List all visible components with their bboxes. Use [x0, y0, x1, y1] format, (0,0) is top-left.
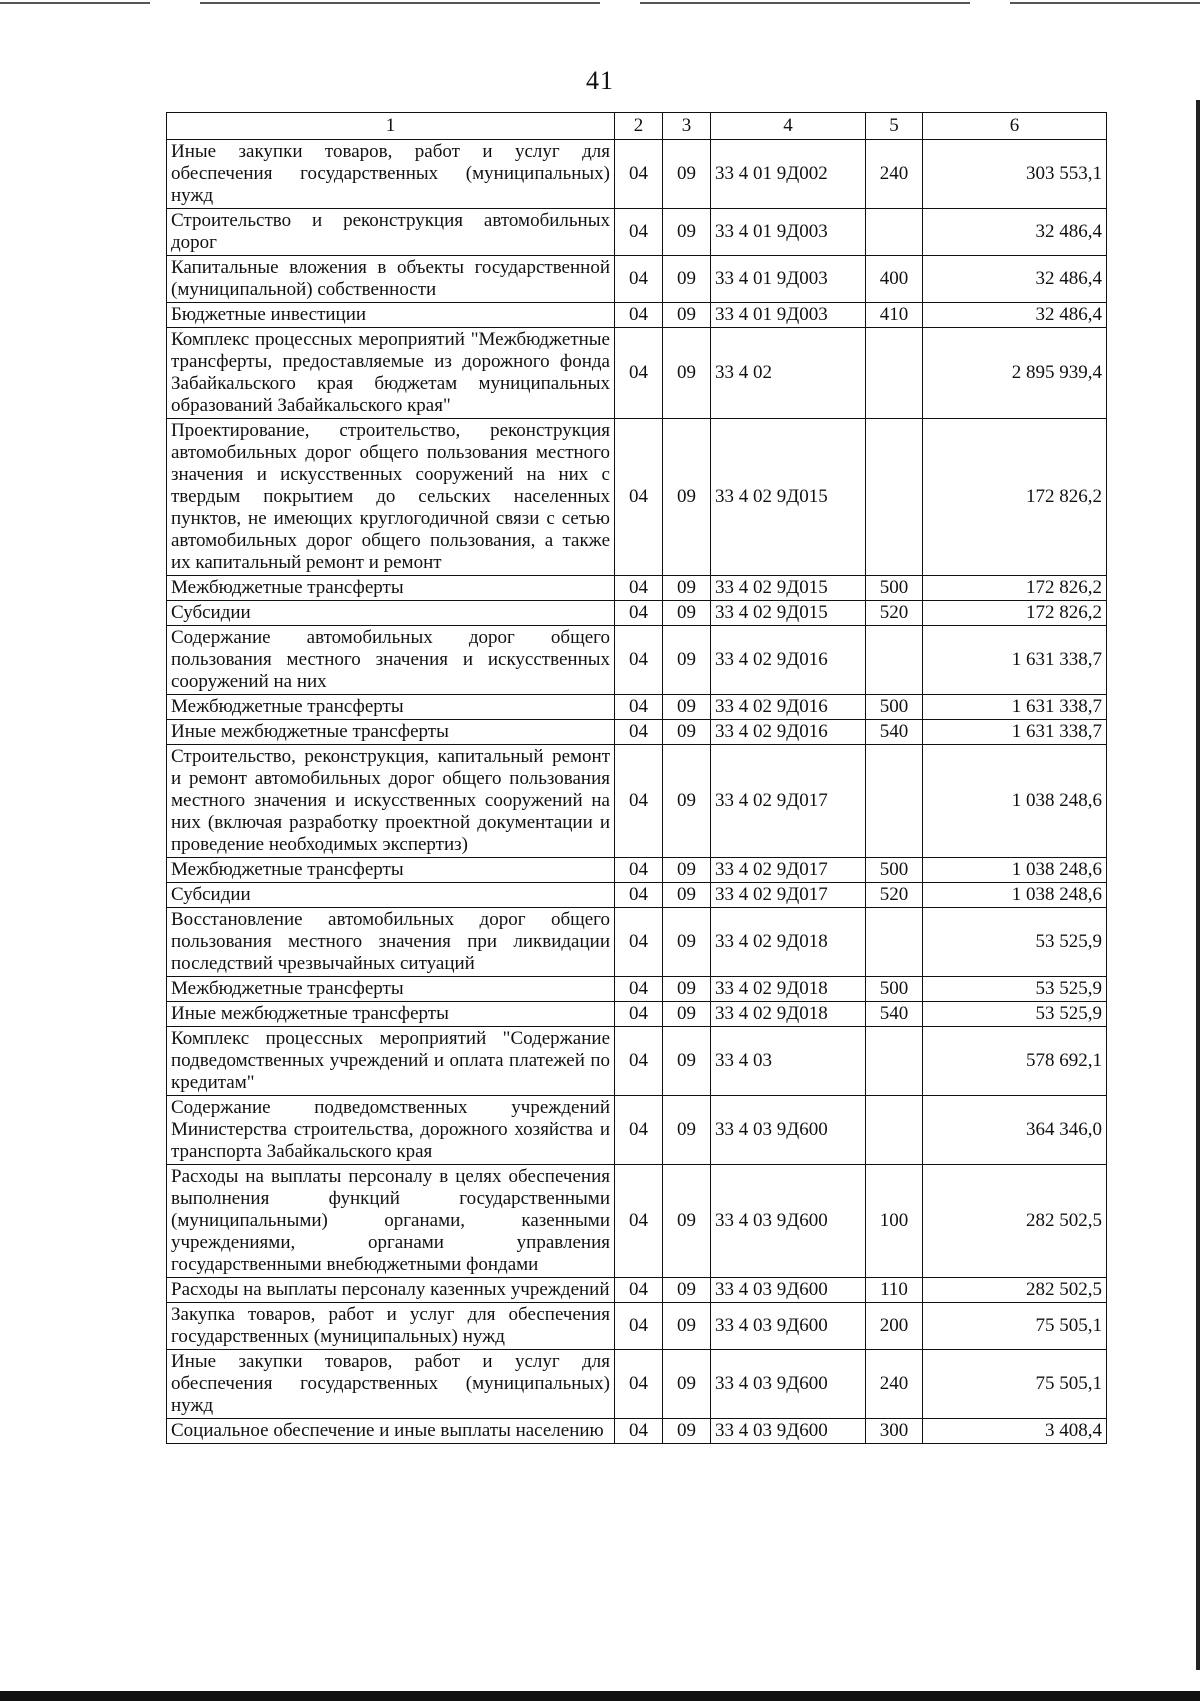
- target-article-cell: 33 4 02 9Д016: [711, 695, 866, 720]
- scan-bottom-edge: [0, 1691, 1200, 1701]
- target-article-cell: 33 4 02 9Д015: [711, 576, 866, 601]
- expense-type-cell: 400: [866, 256, 923, 303]
- target-article-cell: 33 4 02 9Д016: [711, 720, 866, 745]
- header-cell-amount: 6: [923, 113, 1107, 140]
- expense-type-cell: [866, 626, 923, 695]
- subsection-code-cell: 09: [663, 1278, 711, 1303]
- target-article-cell: 33 4 02 9Д017: [711, 858, 866, 883]
- table-row: [167, 1027, 1107, 1096]
- amount-cell: 3 408,4: [923, 1419, 1107, 1444]
- table-row: [167, 256, 1107, 303]
- table-row: [167, 1002, 1107, 1027]
- section-code-cell: 04: [615, 1350, 663, 1419]
- page-number: 41: [586, 66, 614, 95]
- expense-type-cell: 300: [866, 1419, 923, 1444]
- target-article-cell: 33 4 02 9Д016: [711, 626, 866, 695]
- table-row: [167, 1350, 1107, 1419]
- amount-cell: 53 525,9: [923, 908, 1107, 977]
- table-row: [167, 883, 1107, 908]
- section-code-cell: 04: [615, 256, 663, 303]
- expense-name-cell: Восстановление автомобильных дорог общего пользования местного значения при ликвидации последствий чрезвычайных ситуаций: [167, 908, 615, 977]
- table-row: [167, 695, 1107, 720]
- expense-type-cell: 100: [866, 1165, 923, 1278]
- section-code-cell: 04: [615, 419, 663, 576]
- expense-name-cell: Расходы на выплаты персоналу в целях обеспечения выполнения функций государственными (муниципальными) органами, казенными учреждениями, органами управления государственными внебюджетными фондами: [167, 1165, 615, 1278]
- subsection-code-cell: 09: [663, 576, 711, 601]
- expense-name-cell: Проектирование, строительство, реконструкция автомобильных дорог общего пользования местного значения и искусственных сооружений на них с твердым покрытием до сельских населенных пунктов, не имеющих круглогодичной связи с сетью автомобильных дорог общего пользования, а также их капитальный ремонт и ремонт: [167, 419, 615, 576]
- expense-type-cell: [866, 745, 923, 858]
- section-code-cell: 04: [615, 883, 663, 908]
- target-article-cell: 33 4 03 9Д600: [711, 1165, 866, 1278]
- section-code-cell: 04: [615, 328, 663, 419]
- table-row: [167, 1419, 1107, 1444]
- header-cell-section: 2: [615, 113, 663, 140]
- expense-type-cell: [866, 209, 923, 256]
- subsection-code-cell: 09: [663, 601, 711, 626]
- amount-cell: 2 895 939,4: [923, 328, 1107, 419]
- scan-line: [0, 2, 150, 4]
- header-row: [167, 113, 1107, 140]
- target-article-cell: 33 4 03 9Д600: [711, 1350, 866, 1419]
- expense-type-cell: 200: [866, 1303, 923, 1350]
- expense-name-cell: Межбюджетные трансферты: [167, 576, 615, 601]
- section-code-cell: 04: [615, 1002, 663, 1027]
- target-article-cell: 33 4 02 9Д018: [711, 977, 866, 1002]
- table-row: [167, 858, 1107, 883]
- expense-name-cell: Социальное обеспечение и иные выплаты населению: [167, 1419, 615, 1444]
- expense-type-cell: [866, 1027, 923, 1096]
- table-body: [167, 140, 1107, 1444]
- expense-name-cell: Субсидии: [167, 883, 615, 908]
- subsection-code-cell: 09: [663, 883, 711, 908]
- expense-name-cell: Межбюджетные трансферты: [167, 695, 615, 720]
- expense-type-cell: 500: [866, 576, 923, 601]
- section-code-cell: 04: [615, 745, 663, 858]
- amount-cell: 32 486,4: [923, 303, 1107, 328]
- expense-type-cell: 110: [866, 1278, 923, 1303]
- subsection-code-cell: 09: [663, 1165, 711, 1278]
- table-row: [167, 1278, 1107, 1303]
- section-code-cell: 04: [615, 1278, 663, 1303]
- amount-cell: 32 486,4: [923, 209, 1107, 256]
- subsection-code-cell: 09: [663, 303, 711, 328]
- subsection-code-cell: 09: [663, 1096, 711, 1165]
- scan-line: [200, 2, 600, 4]
- target-article-cell: 33 4 02 9Д018: [711, 908, 866, 977]
- expense-type-cell: 520: [866, 883, 923, 908]
- amount-cell: 75 505,1: [923, 1350, 1107, 1419]
- section-code-cell: 04: [615, 576, 663, 601]
- expense-name-cell: Комплекс процессных мероприятий "Межбюджетные трансферты, предоставляемые из дорожного фонда Забайкальского края бюджетам муниципальных образований Забайкальского края": [167, 328, 615, 419]
- amount-cell: 1 631 338,7: [923, 626, 1107, 695]
- target-article-cell: 33 4 03 9Д600: [711, 1303, 866, 1350]
- expense-type-cell: 240: [866, 140, 923, 209]
- subsection-code-cell: 09: [663, 419, 711, 576]
- amount-cell: 282 502,5: [923, 1165, 1107, 1278]
- amount-cell: 282 502,5: [923, 1278, 1107, 1303]
- table-row: [167, 328, 1107, 419]
- subsection-code-cell: 09: [663, 626, 711, 695]
- section-code-cell: 04: [615, 858, 663, 883]
- table-row: [167, 908, 1107, 977]
- expense-type-cell: [866, 328, 923, 419]
- expense-type-cell: 410: [866, 303, 923, 328]
- amount-cell: 1 038 248,6: [923, 858, 1107, 883]
- target-article-cell: 33 4 03 9Д600: [711, 1278, 866, 1303]
- expense-type-cell: 520: [866, 601, 923, 626]
- subsection-code-cell: 09: [663, 1002, 711, 1027]
- expense-name-cell: Капитальные вложения в объекты государственной (муниципальной) собственности: [167, 256, 615, 303]
- expense-name-cell: Комплекс процессных мероприятий "Содержание подведомственных учреждений и оплата платежей по кредитам": [167, 1027, 615, 1096]
- target-article-cell: 33 4 01 9Д002: [711, 140, 866, 209]
- amount-cell: 1 631 338,7: [923, 695, 1107, 720]
- subsection-code-cell: 09: [663, 1027, 711, 1096]
- section-code-cell: 04: [615, 977, 663, 1002]
- expense-type-cell: 500: [866, 977, 923, 1002]
- target-article-cell: 33 4 02 9Д015: [711, 601, 866, 626]
- subsection-code-cell: 09: [663, 1419, 711, 1444]
- expense-name-cell: Бюджетные инвестиции: [167, 303, 615, 328]
- amount-cell: 172 826,2: [923, 419, 1107, 576]
- table-row: [167, 626, 1107, 695]
- scan-line: [640, 2, 970, 4]
- target-article-cell: 33 4 01 9Д003: [711, 256, 866, 303]
- target-article-cell: 33 4 01 9Д003: [711, 209, 866, 256]
- expense-type-cell: 500: [866, 858, 923, 883]
- expense-name-cell: Закупка товаров, работ и услуг для обеспечения государственных (муниципальных) нужд: [167, 1303, 615, 1350]
- section-code-cell: 04: [615, 140, 663, 209]
- subsection-code-cell: 09: [663, 720, 711, 745]
- target-article-cell: 33 4 02 9Д017: [711, 883, 866, 908]
- subsection-code-cell: 09: [663, 695, 711, 720]
- budget-table: [166, 112, 1107, 1444]
- section-code-cell: 04: [615, 209, 663, 256]
- expense-type-cell: [866, 1096, 923, 1165]
- section-code-cell: 04: [615, 1027, 663, 1096]
- amount-cell: 75 505,1: [923, 1303, 1107, 1350]
- target-article-cell: 33 4 02 9Д017: [711, 745, 866, 858]
- expense-type-cell: 240: [866, 1350, 923, 1419]
- table-row: [167, 720, 1107, 745]
- subsection-code-cell: 09: [663, 140, 711, 209]
- subsection-code-cell: 09: [663, 1303, 711, 1350]
- target-article-cell: 33 4 02 9Д015: [711, 419, 866, 576]
- expense-name-cell: Иные межбюджетные трансферты: [167, 720, 615, 745]
- target-article-cell: 33 4 02 9Д018: [711, 1002, 866, 1027]
- table-row: [167, 745, 1107, 858]
- expense-type-cell: 500: [866, 695, 923, 720]
- expense-name-cell: Содержание подведомственных учреждений Министерства строительства, дорожного хозяйства и транспорта Забайкальского края: [167, 1096, 615, 1165]
- table-row: [167, 601, 1107, 626]
- subsection-code-cell: 09: [663, 858, 711, 883]
- expense-name-cell: Межбюджетные трансферты: [167, 977, 615, 1002]
- scan-top-edge: [0, 0, 1200, 6]
- table-row: [167, 977, 1107, 1002]
- amount-cell: 578 692,1: [923, 1027, 1107, 1096]
- section-code-cell: 04: [615, 1096, 663, 1165]
- table-row: [167, 1096, 1107, 1165]
- expense-name-cell: Строительство и реконструкция автомобильных дорог: [167, 209, 615, 256]
- table-row: [167, 303, 1107, 328]
- expense-name-cell: Строительство, реконструкция, капитальный ремонт и ремонт автомобильных дорог общего пользования местного значения и искусственных сооружений на них (включая разработку проектной документации и проведение необходимых экспертиз): [167, 745, 615, 858]
- target-article-cell: 33 4 03 9Д600: [711, 1096, 866, 1165]
- amount-cell: 1 038 248,6: [923, 745, 1107, 858]
- table-row: [167, 1303, 1107, 1350]
- section-code-cell: 04: [615, 720, 663, 745]
- expense-name-cell: Иные межбюджетные трансферты: [167, 1002, 615, 1027]
- expense-type-cell: [866, 419, 923, 576]
- table-row: [167, 209, 1107, 256]
- header-cell-target-article: 4: [711, 113, 866, 140]
- section-code-cell: 04: [615, 695, 663, 720]
- expense-type-cell: 540: [866, 720, 923, 745]
- expense-name-cell: Расходы на выплаты персоналу казенных учреждений: [167, 1278, 615, 1303]
- table-row: [167, 140, 1107, 209]
- header-cell-expense-type: 5: [866, 113, 923, 140]
- section-code-cell: 04: [615, 1303, 663, 1350]
- subsection-code-cell: 09: [663, 256, 711, 303]
- target-article-cell: 33 4 02: [711, 328, 866, 419]
- scan-right-edge: [1196, 100, 1200, 1670]
- section-code-cell: 04: [615, 626, 663, 695]
- expense-name-cell: Иные закупки товаров, работ и услуг для обеспечения государственных (муниципальных) нужд: [167, 1350, 615, 1419]
- subsection-code-cell: 09: [663, 1350, 711, 1419]
- section-code-cell: 04: [615, 908, 663, 977]
- section-code-cell: 04: [615, 1165, 663, 1278]
- expense-name-cell: Межбюджетные трансферты: [167, 858, 615, 883]
- subsection-code-cell: 09: [663, 908, 711, 977]
- expense-name-cell: Иные закупки товаров, работ и услуг для обеспечения государственных (муниципальных) нужд: [167, 140, 615, 209]
- subsection-code-cell: 09: [663, 328, 711, 419]
- amount-cell: 172 826,2: [923, 576, 1107, 601]
- expense-name-cell: Содержание автомобильных дорог общего пользования местного значения и искусственных сооружений на них: [167, 626, 615, 695]
- table-row: [167, 419, 1107, 576]
- amount-cell: 53 525,9: [923, 1002, 1107, 1027]
- amount-cell: 364 346,0: [923, 1096, 1107, 1165]
- amount-cell: 53 525,9: [923, 977, 1107, 1002]
- target-article-cell: 33 4 03 9Д600: [711, 1419, 866, 1444]
- subsection-code-cell: 09: [663, 977, 711, 1002]
- amount-cell: 32 486,4: [923, 256, 1107, 303]
- expense-type-cell: 540: [866, 1002, 923, 1027]
- header-cell-subsection: 3: [663, 113, 711, 140]
- target-article-cell: 33 4 01 9Д003: [711, 303, 866, 328]
- table-row: [167, 576, 1107, 601]
- subsection-code-cell: 09: [663, 209, 711, 256]
- scan-line: [1010, 2, 1200, 4]
- amount-cell: 1 631 338,7: [923, 720, 1107, 745]
- table-row: [167, 1165, 1107, 1278]
- amount-cell: 1 038 248,6: [923, 883, 1107, 908]
- amount-cell: 172 826,2: [923, 601, 1107, 626]
- section-code-cell: 04: [615, 303, 663, 328]
- subsection-code-cell: 09: [663, 745, 711, 858]
- amount-cell: 303 553,1: [923, 140, 1107, 209]
- section-code-cell: 04: [615, 601, 663, 626]
- target-article-cell: 33 4 03: [711, 1027, 866, 1096]
- header-cell-name: 1: [167, 113, 615, 140]
- expense-type-cell: [866, 908, 923, 977]
- expense-name-cell: Субсидии: [167, 601, 615, 626]
- section-code-cell: 04: [615, 1419, 663, 1444]
